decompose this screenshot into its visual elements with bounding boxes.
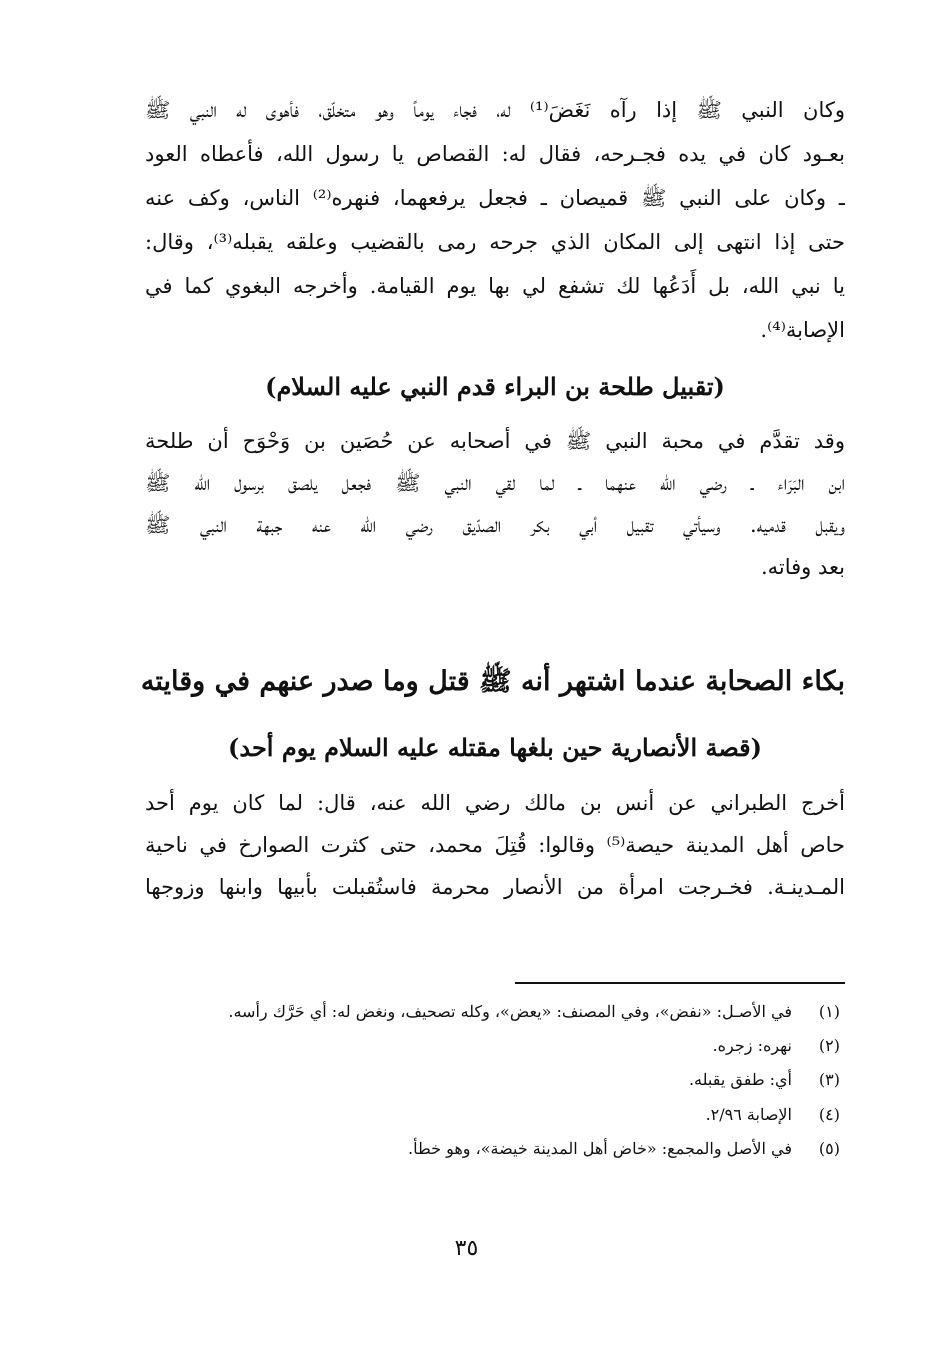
page-number: ٣٥ xyxy=(454,1236,479,1261)
footnote-text: نهره: زجره. xyxy=(712,1036,792,1056)
footnote xyxy=(140,1000,840,1023)
footnote-text: أي: طفق يقبله. xyxy=(688,1070,792,1090)
text-line: المـدينـة. فخـرجت امرأة من الأنصار محرمة فاستُقبلت بأبيها وابنها وزوجها xyxy=(145,875,845,899)
footnote-text: في الأصل والمجمع: «خاض أهل المدينة خيضة»، وهو خطأ. xyxy=(408,1138,792,1158)
chapter-heading: بكاء الصحابة عندما اشتهر أنه ﷺ قتل وما صدر عنهم في وقايته xyxy=(140,666,845,697)
paragraph-2 xyxy=(145,420,845,588)
text-line: بعد وفاته. xyxy=(760,555,845,579)
footnote-number: (٢) xyxy=(818,1036,840,1056)
footnotes xyxy=(140,1000,840,1171)
footnote xyxy=(140,1068,840,1091)
text-line: الإصابة⁽⁴⁾. xyxy=(760,318,845,342)
footnote xyxy=(140,1137,840,1160)
text-line: بعـود كان في يده فجـرحه، فقال له: القصاص يا رسول الله، فأعطاه العود xyxy=(145,142,845,166)
section-heading: (تقبيل طلحة بن البراء قدم النبي عليه السلام) xyxy=(265,372,725,401)
text-line: ويقبل قدميه. وسيأتي تقبيل أبي بكر الصدّيق رضي الله عنه جبهة النبي ﷺ xyxy=(145,513,845,537)
footnote-text: في الأصـل: «نفض»، وفي المصنف: «يعض»، وكله تصحيف، ونغض له: أي حَرَّك رأسه. xyxy=(228,1002,792,1021)
footnote-text: الإصابة ٢/٩٦. xyxy=(705,1104,792,1124)
footnote xyxy=(140,1103,840,1126)
footnote-separator xyxy=(515,982,845,984)
footnote-number: (١) xyxy=(818,1002,840,1021)
text-line: حتى إذا انتهى إلى المكان الذي جرحه رمى بالقضيب وعلقه يقبله⁽³⁾، وقال: xyxy=(145,230,845,254)
text-line: حاص أهل المدينة حيصة⁽⁵⁾ وقالوا: قُتِلَ محمد، حتى كثرت الصوارخ في ناحية xyxy=(145,833,845,857)
text-line: يا نبي الله، بل أَدَعُها لك تشفع لي بها يوم القيامة. وأخرجه البغوي كما في xyxy=(145,274,845,298)
footnote xyxy=(140,1034,840,1057)
footnote-number: (٥) xyxy=(818,1138,840,1158)
section-heading: (قصة الأنصارية حين بلغها مقتله عليه السلام يوم أحد) xyxy=(228,733,762,762)
text-line: ـ وكان على النبي ﷺ قميصان ـ فجعل يرفعهما، فنهره⁽²⁾ الناس، وكف عنه xyxy=(145,186,845,210)
text-line: أخرج الطبراني عن أنس بن مالك رضي الله عنه، قال: لما كان يوم أحد xyxy=(145,791,845,815)
footnote-number: (٣) xyxy=(818,1070,840,1090)
paragraph-1 xyxy=(145,88,845,352)
footnote-number: (٤) xyxy=(818,1104,840,1124)
text-line: وقد تقدَّم في محبة النبي ﷺ في أصحابه عن حُصَين بن وَحْوَح أن طلحة xyxy=(145,429,845,453)
text-line: ابن البَرَاء ـ رضي الله عنهما ـ لما لقي النبي ﷺ فجعل يلصق برسول الله ﷺ xyxy=(145,471,845,495)
paragraph-3 xyxy=(145,782,845,908)
text-line: وكان النبي ﷺ إذا رآه نَغَضَ⁽¹⁾ له، فجاء يوماً وهو متخلّق، فأهوى له النبي ﷺ xyxy=(145,98,845,122)
